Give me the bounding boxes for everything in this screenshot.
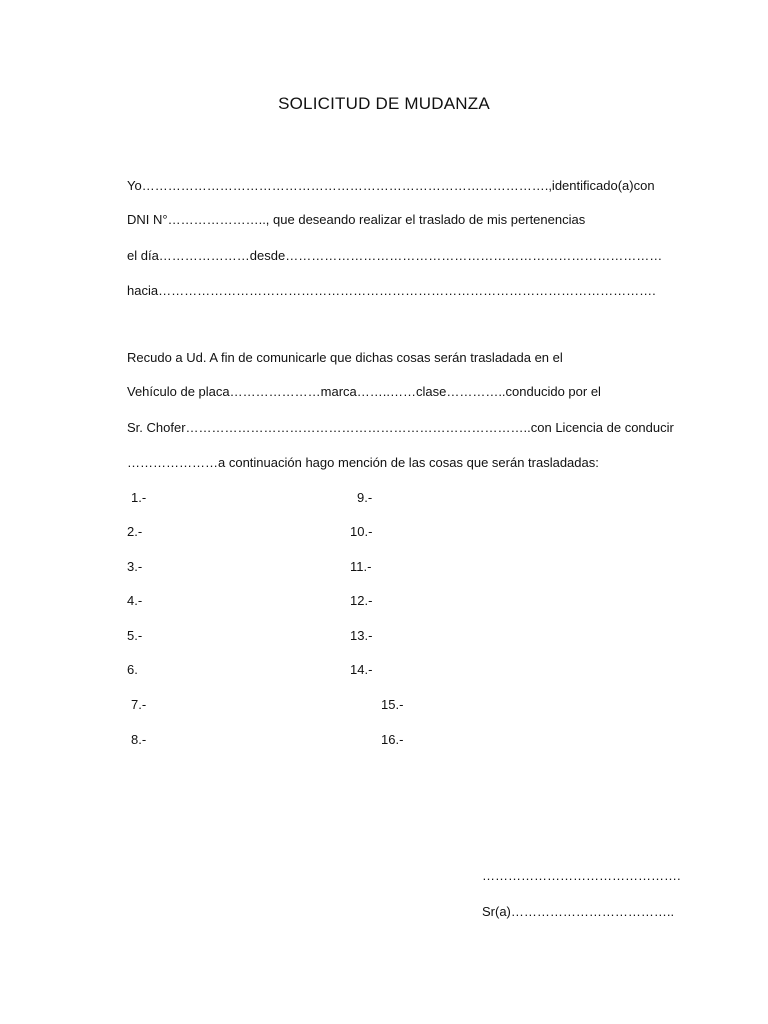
item-16: 16.- (381, 732, 404, 747)
paragraph-line-continuacion: …………………a continuación hago mención de las cosas que serán trasladadas: (127, 455, 599, 470)
item-11: 11.- (350, 559, 372, 574)
item-9: 9.- (357, 490, 373, 505)
page-title: SOLICITUD DE MUDANZA (278, 94, 490, 113)
item-1: 1.- (131, 490, 147, 505)
signature-name: Sr(a)……………………………….. (482, 904, 675, 919)
paragraph-line-hacia: hacia……………………………………………………………………………………………………. (127, 283, 656, 298)
item-4: 4.- (127, 593, 143, 608)
item-12: 12.- (350, 593, 373, 608)
item-14: 14.- (350, 662, 373, 677)
item-10: 10.- (350, 524, 373, 539)
paragraph-line-recudo: Recudo a Ud. A fin de comunicarle que dichas cosas serán trasladada en el (127, 350, 563, 365)
item-8: 8.- (131, 732, 147, 747)
signature-line: ………………………………………. (482, 868, 681, 883)
paragraph-line-chofer: Sr. Chofer……………………………………………………………………..con Licencia de conducir (127, 420, 674, 435)
paragraph-line-dia: el día…………………desde…………………………………………………………………………… (127, 248, 663, 263)
item-2: 2.- (127, 524, 143, 539)
paragraph-line-dni: DNI N°………………….., que deseando realizar el traslado de mis pertenencias (127, 212, 586, 227)
paragraph-line-yo: Yo………………………………………………………………………………….,identificado(a)con (127, 178, 655, 193)
item-3: 3.- (127, 559, 143, 574)
item-13: 13.- (350, 628, 373, 643)
paragraph-line-vehiculo: Vehículo de placa…………………marca……..……clase…………..conducido por el (127, 384, 601, 399)
item-15: 15.- (381, 697, 404, 712)
item-6: 6. (127, 662, 138, 677)
item-5: 5.- (127, 628, 143, 643)
item-7: 7.- (131, 697, 147, 712)
